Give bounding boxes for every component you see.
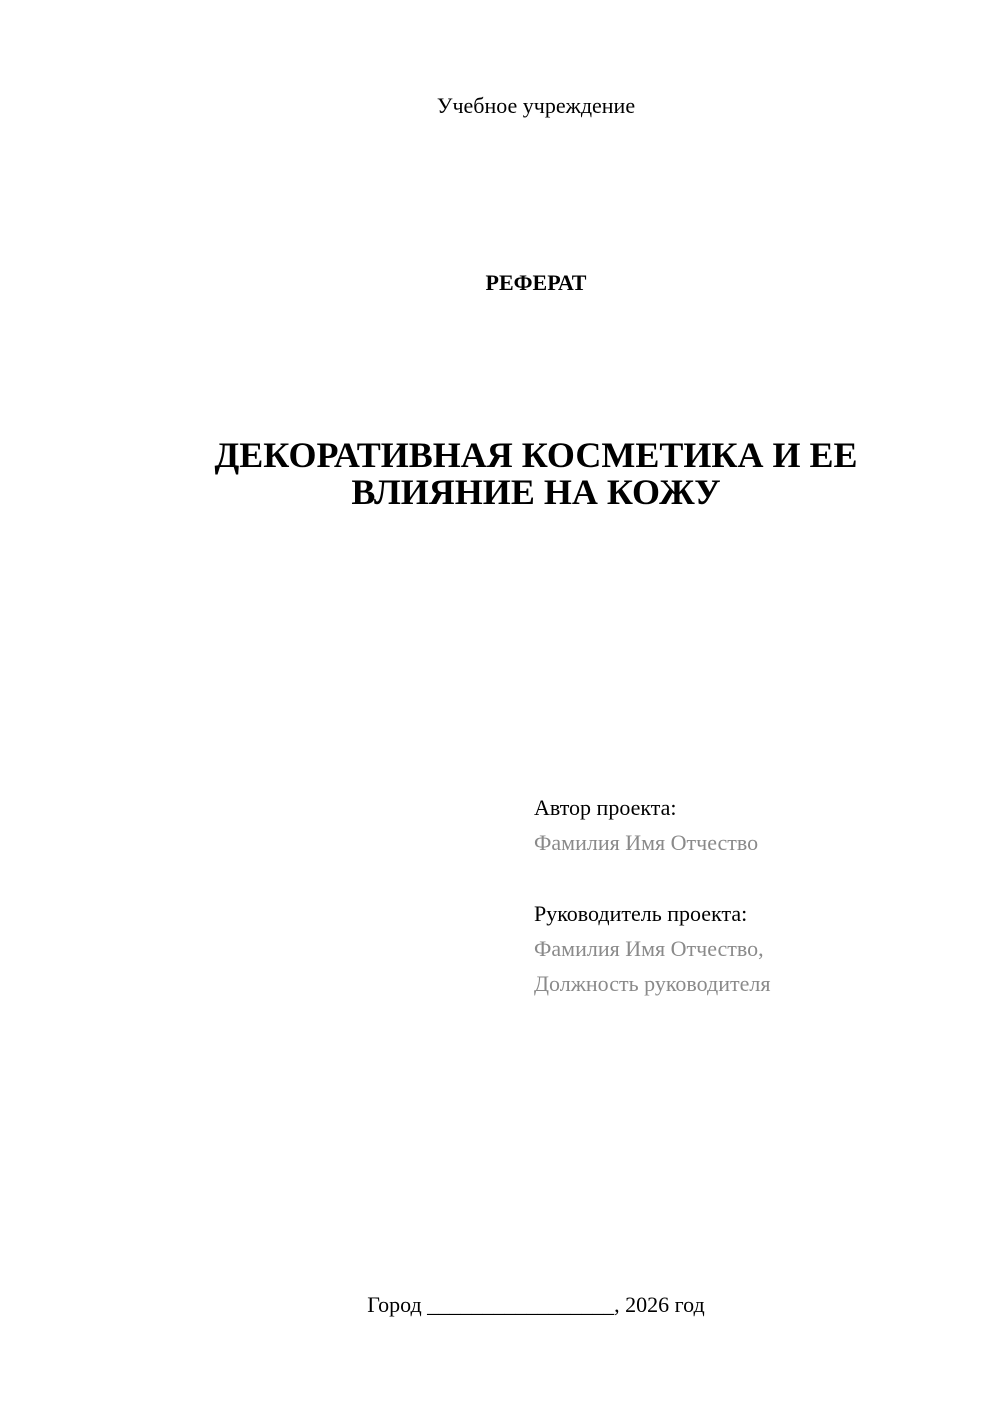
author-label: Автор проекта: (534, 795, 677, 820)
supervisor-name: Фамилия Имя Отчество, (534, 936, 764, 961)
document-title-line-1: ДЕКОРАТИВНАЯ КОСМЕТИКА И ЕЕ (214, 435, 858, 475)
spacer (534, 860, 954, 896)
institution-name: Учебное учреждение (436, 93, 636, 118)
author-name: Фамилия Имя Отчество (534, 830, 759, 855)
document-title-line-2: ВЛИЯНИЕ НА КОЖУ (351, 472, 721, 512)
document-title (160, 437, 912, 511)
supervisor-position: Должность руководителя (534, 971, 771, 996)
supervisor-label: Руководитель проекта: (534, 901, 748, 926)
author-block (534, 790, 954, 1001)
city-year-line: Город _________________, 2026 год (367, 1292, 705, 1317)
document-type: РЕФЕРАТ (485, 270, 587, 295)
